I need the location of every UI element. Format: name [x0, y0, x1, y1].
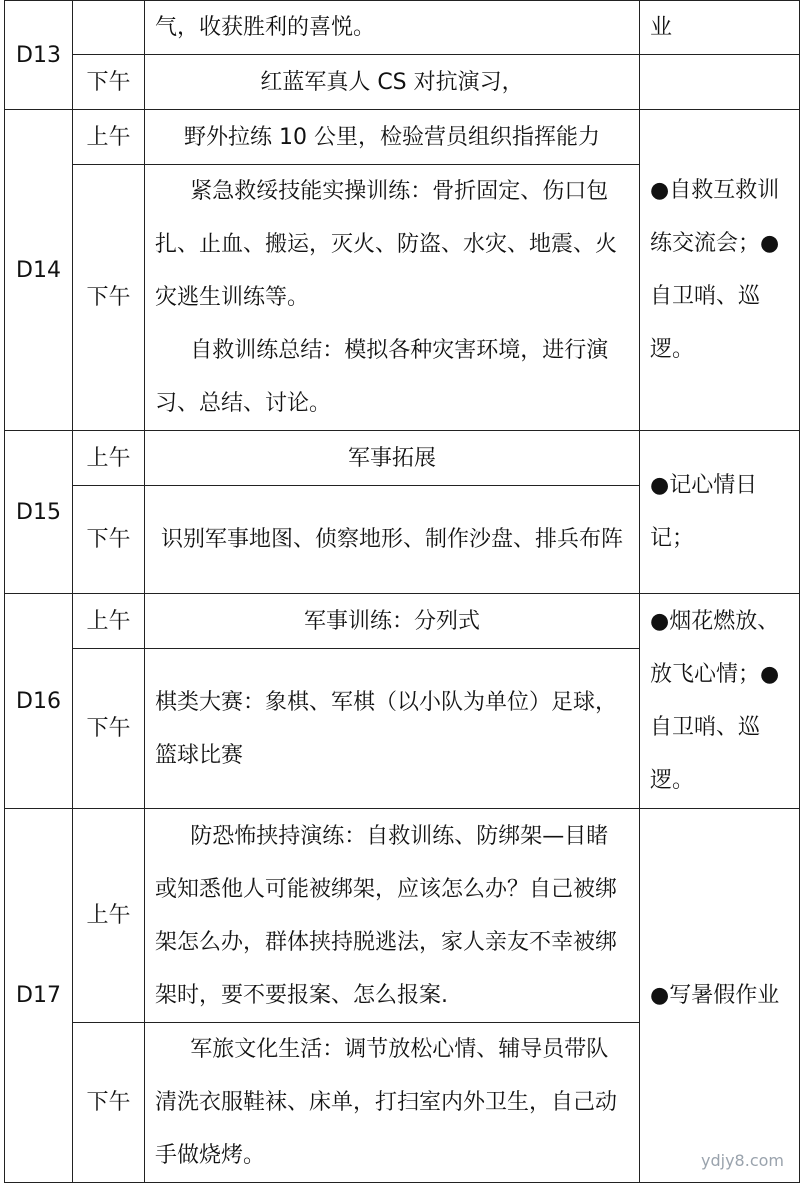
- paragraph: 自救训练总结：模拟各种灾害环境，进行演习、总结、讨论。: [155, 338, 609, 416]
- day-label: D15: [5, 431, 73, 594]
- table-row: [5, 594, 800, 649]
- day-label: D16: [5, 594, 73, 809]
- period-label: 上午: [73, 431, 145, 486]
- table-row: [5, 431, 800, 486]
- period-label: 上午: [73, 110, 145, 165]
- note-cell: ●写暑假作业: [640, 809, 800, 1183]
- paragraph: 防恐怖挟持演练：自救训练、防绑架—目睹或知悉他人可能被绑架，应该怎么办？自己被绑架怎么办，群体挟持脱逃法，家人亲友不幸被绑架时，要不要报案、怎么报案.: [155, 823, 618, 1008]
- period-label: 下午: [73, 649, 145, 809]
- day-label: D17: [5, 809, 73, 1183]
- activity-cell: 棋类大赛：象棋、军棋（以小队为单位）足球，篮球比赛: [145, 649, 640, 809]
- day-label: D13: [5, 1, 73, 110]
- table-row: [5, 110, 800, 165]
- period-label: 上午: [73, 809, 145, 1023]
- activity-cell: 野外拉练 10 公里，检验营员组织指挥能力: [145, 110, 640, 165]
- period-label: 下午: [73, 1023, 145, 1183]
- day-label: D14: [5, 110, 73, 431]
- note-cell: [640, 55, 800, 110]
- activity-cell: [145, 809, 640, 1023]
- table-row: [5, 55, 800, 110]
- period-label: 下午: [73, 55, 145, 110]
- activity-cell: 气，收获胜利的喜悦。: [145, 1, 640, 55]
- period-label: [73, 1, 145, 55]
- watermark: ydjy8.com: [701, 1151, 784, 1170]
- schedule-table: [4, 0, 800, 1183]
- note-cell: ●自救互救训练交流会；●自卫哨、巡逻。: [640, 110, 800, 431]
- paragraph: 识别军事地图、侦察地形、制作沙盘、排兵布阵: [160, 527, 623, 552]
- activity-cell: [145, 165, 640, 431]
- activity-cell: [145, 1023, 640, 1183]
- table-row: [5, 809, 800, 1023]
- period-label: 下午: [73, 165, 145, 431]
- activity-cell: 军事训练：分列式: [145, 594, 640, 649]
- table-row: [5, 1, 800, 55]
- activity-cell: 红蓝军真人 CS 对抗演习，: [145, 55, 640, 110]
- paragraph: 军旅文化生活：调节放松心情、辅导员带队清洗衣服鞋袜、床单，打扫室内外卫生，自己动手做烧烤。: [155, 1037, 618, 1168]
- period-label: 下午: [73, 486, 145, 594]
- note-cell: ●记心情日记；: [640, 431, 800, 594]
- note-cell: 业: [640, 1, 800, 55]
- note-cell: ●烟花燃放、放飞心情；●自卫哨、巡逻。: [640, 594, 800, 809]
- activity-cell: [145, 486, 640, 594]
- activity-cell: 军事拓展: [145, 431, 640, 486]
- paragraph: 紧急救绥技能实操训练：骨折固定、伤口包扎、止血、搬运，灭火、防盗、水灾、地震、火灾逃生训练等。: [155, 179, 618, 310]
- period-label: 上午: [73, 594, 145, 649]
